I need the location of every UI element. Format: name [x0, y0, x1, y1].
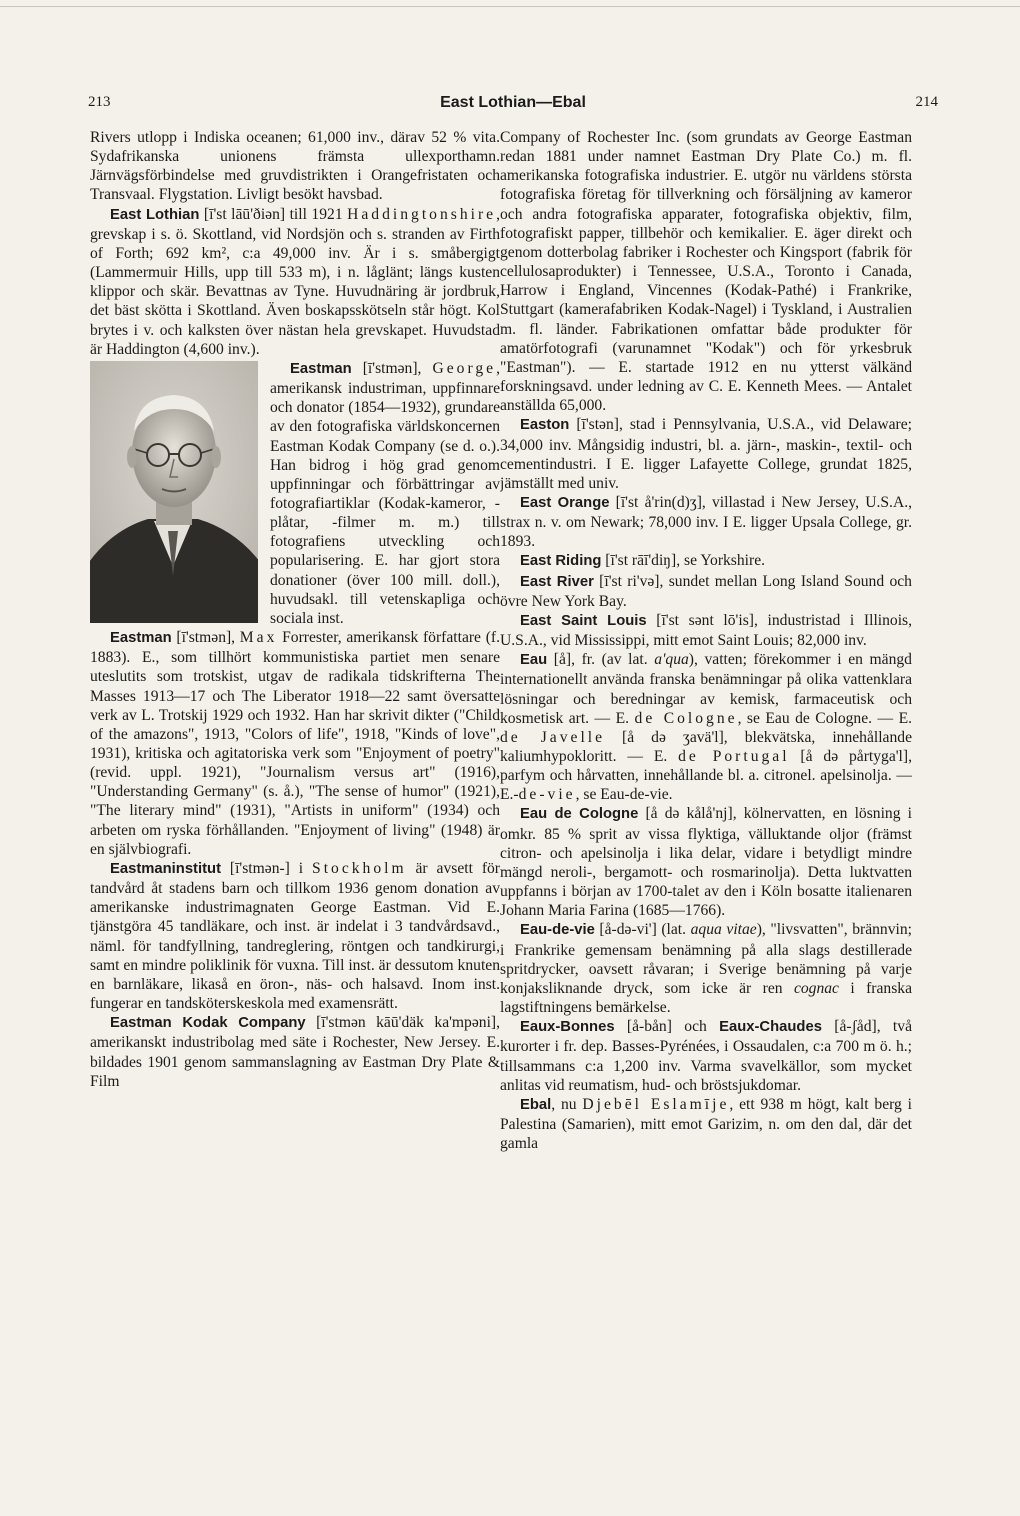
entry-ebal: Ebal, nu Djebēl Eslamīje, ett 938 m högt, kalt berg i Palestina (Samarien), mitt emot Garizim, n. om den dal, där det gamla — [500, 1095, 912, 1153]
running-title: East Lothian—Ebal — [440, 94, 586, 111]
headword: Eastman Kodak Company — [110, 1015, 306, 1032]
headword: East Riding — [520, 553, 602, 570]
headword: Eau — [520, 652, 548, 669]
entry-eastman-george: Eastman [ī'stmən], George, amerikansk industriman, uppfinnare och donator (1854—1932), grundare av den fotografiska världskoncernen Eastman Kodak Company (se d. o.). Han bidrog i hög grad genom uppfinningar och förbättringar av fotografiartiklar (Kodak-kameror, -plåtar, -filmer m. m.) till fotografiens utveckling och popularisering. E. har gjort stora donationer (över 100 mill. doll.), huvudsakl. till vetenskapliga och sociala inst. — [90, 359, 500, 628]
entry-eau-de-vie: Eau-de-vie [å-də-vi'] (lat. aqua vitae), "livsvatten", brännvin; i Frankrike gemensam benämning på alla slags destillerade spritdrycker, oavsett råvaran; i Sverige benämning på varje konjaksliknande dryck, som icke är ren cognac i franska lagstiftningens bemärkelse. — [500, 921, 912, 1017]
entry-eau: Eau [å], fr. (av lat. a'qua), vatten; förekommer i en mängd internationellt använda franska benämningar på olika vattenklara lösningar och beredningar av kemisk, farmaceutisk och kosmetisk art. — E. de Cologne, se Eau de Cologne. — E. de Javelle [å də ʒavä'l], blekvätska, innehållande kaliumhypokloritt. — E. de Portugal [å də pårtyga'l], parfym och hårvatten, innehållande bl. a. citronel. apelsinolja. — E.-de-vie, se Eau-de-vie. — [500, 651, 912, 804]
entry-eau-de-cologne: Eau de Cologne [å də kålå'nj], kölnervatten, en lösning i omkr. 85 % sprit av vissa flyktiga, välluktande oljor (främst citron- och apelsinolja i lika delar, vidare i betydligt mindre mängd neroli-, bergamott- och rosmarinolja). Detta luktvatten uppfanns i början av 1700-talet av den i Köln bosatte italienaren Johann Maria Farina (1685—1766). — [500, 805, 912, 920]
entry-continuation: Rivers utlopp i Indiska oceanen; 61,000 inv., därav 52 % vita. Sydafrikanska unionens främsta ullexporthamn. Järnvägsförbindelse med gruvdistrikten i Orangefristaten och Transvaal. Flygstation. Livligt besökt havsbad. — [90, 129, 500, 204]
headword: Eastman — [290, 360, 352, 377]
entry-eastmaninstitut: Eastmaninstitut [ī'stmən-] i Stockholm är avsett för tandvård åt stadens barn och tillkom 1936 genom donation av amerikanske industrimagnaten George Eastman. Vid E. tjänstgöra 45 tandläkare, och inst. är indelat i 3 tandvårdsavd., näml. för tandfyllning, tandreglering, röntgen och tandkirurgi, samt en mindre poliklinik för vuxna. Till inst. är dessutom knuten en barnläkare, likaså en öron-, näs- och halsavd. Inom inst. fungerar en tandsköterskeskola med examensrätt. — [90, 859, 500, 1013]
headword: East Lothian — [110, 206, 200, 223]
headword: Eau de Cologne — [520, 806, 639, 823]
portrait-photo — [90, 361, 258, 623]
entry-east-river: East River [ī'st ri'və], sundet mellan Long Island Sound och övre New York Bay. — [500, 572, 912, 610]
headword: Eastmaninstitut — [110, 860, 221, 877]
right-column — [500, 128, 912, 1418]
headword: Eaux-Chaudes — [719, 1019, 822, 1036]
entry-eastman-max: Eastman [ī'stmən], Max Forrester, amerikansk författare (f. 1883). E., som tillhört kommunistiska partiet men senare uteslutits som trotskist, utgav de radikala tidskrifterna The Masses 1913—17 och The Liberator 1918—22 samt översatte verk av L. Trotskij 1929 och 1932. Han har skrivit dikter ("Child of the amazons", 1913, "Colors of life", 1918, "Kinds of love", 1931), kritiska och agitatoriska verk som "Enjoyment of poetry" (revid. uppl. 1921), "Journalism versus art" (1916), "Understanding Germany" (s. å.), "The sense of humor" (1921), "The literary mind" (1931), "Artists in uniform" (1934) och arbeten om ryska förhållanden. "Enjoyment of living" (1948) är en självbiografi. — [90, 629, 500, 858]
headword: East River — [520, 573, 594, 590]
page-number-left: 213 — [88, 94, 111, 110]
left-column — [90, 128, 500, 1418]
headword: Eaux-Bonnes — [520, 1019, 615, 1036]
headword: Easton — [520, 417, 570, 434]
headword: East Saint Louis — [520, 612, 647, 629]
entry-east-orange: East Orange [ī'st å'rin(d)ʒ], villastad i New Jersey, U.S.A., strax n. v. om Newark; 78,000 inv. I E. ligger Upsala College, gr. 1893. — [500, 493, 912, 551]
headword: Ebal — [520, 1096, 552, 1113]
entry-eaux-bonnes: Eaux-Bonnes [å-bån] och Eaux-Chaudes [å-ʃåd], två kurorter i fr. dep. Basses-Pyrénées, i Ossaudalen, c:a 700 m ö. h.; tillsammans c:a 1,200 inv. Varma svavelkällor, som mycket anlitas vid reumatism, hud- och bröstsjukdomar. — [500, 1018, 912, 1094]
headword: Eastman — [110, 630, 172, 647]
entry-east-saint-louis: East Saint Louis [ī'st sənt lō'is], industristad i Illinois, U.S.A., vid Mississippi, mitt emot Saint Louis; 82,000 inv. — [500, 611, 912, 650]
headword: East Orange — [520, 494, 610, 511]
page-number-right: 214 — [915, 94, 938, 110]
entry-continuation: Company of Rochester Inc. (som grundats av George Eastman redan 1881 under namnet Eastman Dry Plate Co.) m. fl. amerikanska fotografiska industrier. E. utgör nu världens största fotografiska företag för tillverkning och försäljning av kameror och andra fotografiska apparater, fotografiska objektiv, film, fotografiskt papper, tillbehör och kemikalier. E. äger direkt och genom dotterbolag fabriker i Rochester och Kingsport (fabrik för cellulosaprodukter) i Tennessee, U.S.A., Toronto i Canada, Harrow i England, Vincennes (Kodak-Pathé) i Frankrike, Stuttgart (kamerafabriken Kodak-Nagel) i Tyskland, i Australien m. fl. länder. Fabrikationen omfattar både produkter för amatörfotografi (varunamnet "Kodak") och för yrkesbruk "Eastman"). — E. startade 1912 en nu ytterst välkänd forskningsavd. under ledning av C. E. Kenneth Mees. — Antalet anställda 65,000. — [500, 129, 912, 415]
entry-easton: Easton [ī'stən], stad i Pennsylvania, U.S.A., vid Delaware; 34,000 inv. Mångsidig industri, bl. a. järn-, maskin-, textil- och cementindustri. I E. ligger Lafayette College, grundat 1825, jämställt med univ. — [500, 416, 912, 492]
entry-east-lothian: East Lothian [ī'st lāū'ðiən] till 1921 Haddingtonshire, grevskap i s. ö. Skottland, vid Nordsjön och s. stranden av Firth of Forth; 692 km², c:a 49,000 inv. Är i s. småbergigt (Lammermuir Hills, upp till 533 m), i n. låglänt; längs kusten klippor och skär. Bevattnas av Tyne. Huvudnäring är jordbruk, det bäst skötta i Skottland. Även boskapsskötseln står högt. Kol brytes i v. och kalksten över nästan hela grevskapet. Huvudstad är Haddington (4,600 inv.). — [90, 205, 500, 358]
headword: Eau-de-vie — [520, 922, 595, 939]
entry-east-riding: East Riding [ī'st rāī'diŋ], se Yorkshire. — [520, 552, 766, 570]
entry-eastman-kodak: Eastman Kodak Company [ī'stmən kāū'däk ka'mpəni], amerikanskt industribolag med säte i Rochester, New Jersey. E. bildades 1901 genom sammanslagning av Eastman Dry Plate & Film — [90, 1014, 500, 1090]
page-header — [88, 94, 938, 118]
scan-top-edge — [0, 6, 1020, 7]
